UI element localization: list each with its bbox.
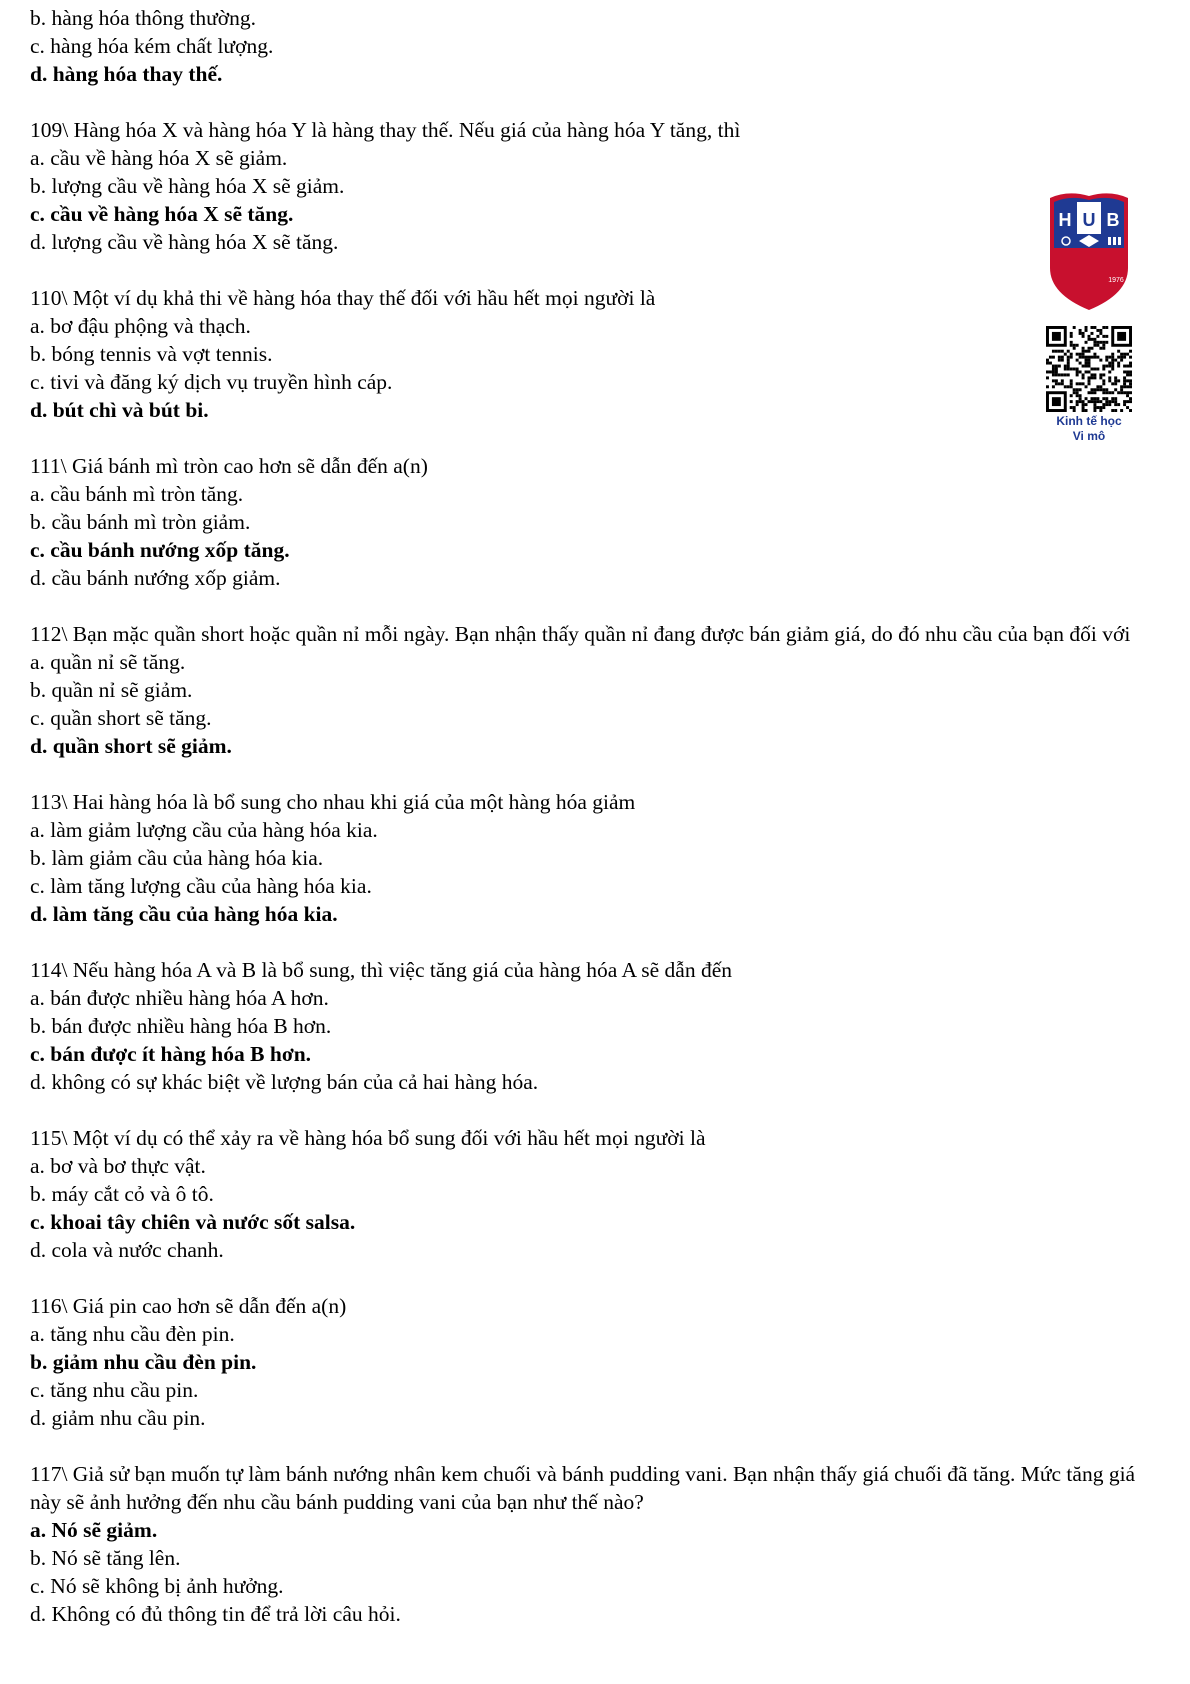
intro-option: c. hàng hóa kém chất lượng.: [30, 34, 274, 58]
answer-option: b. bóng tennis và vợt tennis.: [30, 342, 273, 366]
question-text: 112\ Bạn mặc quần short hoặc quần nỉ mỗi ngày. Bạn nhận thấy quần nỉ đang được bán giảm giá, do đó nhu cầu của bạn đối với: [30, 622, 1131, 646]
answer-option-correct: c. cầu bánh nướng xốp tăng.: [30, 538, 290, 562]
answer-option: d. giảm nhu cầu pin.: [30, 1406, 206, 1430]
question-text: 114\ Nếu hàng hóa A và B là bổ sung, thì việc tăng giá của hàng hóa A sẽ dẫn đến: [30, 958, 732, 982]
answer-option: a. cầu bánh mì tròn tăng.: [30, 482, 244, 506]
answer-option: d. lượng cầu về hàng hóa X sẽ tăng.: [30, 230, 339, 254]
logo-letter-h: H: [1058, 210, 1072, 230]
answer-option: c. làm tăng lượng cầu của hàng hóa kia.: [30, 874, 372, 898]
answer-option: b. cầu bánh mì tròn giảm.: [30, 510, 251, 534]
question-text: 115\ Một ví dụ có thể xảy ra về hàng hóa bổ sung đối với hầu hết mọi người là: [30, 1126, 706, 1150]
answer-option: b. quần nỉ sẽ giảm.: [30, 678, 193, 702]
answer-option-correct: d. quần short sẽ giảm.: [30, 734, 232, 758]
intro-option: b. hàng hóa thông thường.: [30, 6, 257, 30]
answer-option-correct: d. bút chì và bút bi.: [30, 398, 209, 422]
answer-option: b. lượng cầu về hàng hóa X sẽ giảm.: [30, 174, 345, 198]
answer-option-correct: b. giảm nhu cầu đèn pin.: [30, 1350, 257, 1374]
answer-option: d. Không có đủ thông tin để trả lời câu hỏi.: [30, 1602, 401, 1626]
answer-option: b. bán được nhiều hàng hóa B hơn.: [30, 1014, 332, 1038]
answer-option: c. tăng nhu cầu pin.: [30, 1378, 199, 1402]
question-text: 111\ Giá bánh mì tròn cao hơn sẽ dẫn đến a(n): [30, 454, 428, 478]
hub-logo: [1046, 190, 1132, 444]
spacer: [30, 1432, 1160, 1460]
logo-caption-line1: Kinh tế học: [1056, 414, 1122, 428]
spacer: [30, 88, 1160, 116]
question-text: 113\ Hai hàng hóa là bổ sung cho nhau khi giá của một hàng hóa giảm: [30, 790, 636, 814]
answer-option: a. quần nỉ sẽ tăng.: [30, 650, 186, 674]
answer-option-correct: a. Nó sẽ giảm.: [30, 1518, 158, 1542]
spacer: [30, 928, 1160, 956]
answer-option: b. làm giảm cầu của hàng hóa kia.: [30, 846, 324, 870]
spacer: [30, 424, 1160, 452]
question-text: 110\ Một ví dụ khả thi về hàng hóa thay thế đối với hầu hết mọi người là: [30, 286, 656, 310]
spacer: [30, 1096, 1160, 1124]
document-page: [30, 4, 1160, 1628]
answer-option: c. quần short sẽ tăng.: [30, 706, 212, 730]
spacer: [30, 1264, 1160, 1292]
answer-option: a. bơ và bơ thực vật.: [30, 1154, 206, 1178]
logo-caption: [1039, 414, 1139, 444]
spacer: [30, 592, 1160, 620]
answer-option: b. Nó sẽ tăng lên.: [30, 1546, 181, 1570]
qr-code-icon: [1046, 326, 1132, 412]
answer-option: a. bơ đậu phộng và thạch.: [30, 314, 251, 338]
answer-option-correct: c. cầu về hàng hóa X sẽ tăng.: [30, 202, 294, 226]
logo-year: 1976: [1108, 277, 1124, 284]
intro-option: d. hàng hóa thay thế.: [30, 62, 223, 86]
answer-option: a. bán được nhiều hàng hóa A hơn.: [30, 986, 329, 1010]
spacer: [30, 760, 1160, 788]
answer-option: d. cola và nước chanh.: [30, 1238, 224, 1262]
question-text: 116\ Giá pin cao hơn sẽ dẫn đến a(n): [30, 1294, 347, 1318]
logo-letter-b: B: [1106, 210, 1120, 230]
answer-option: d. cầu bánh nướng xốp giảm.: [30, 566, 281, 590]
answer-option: d. không có sự khác biệt về lượng bán của cả hai hàng hóa.: [30, 1070, 539, 1094]
logo-letter-u: U: [1082, 210, 1096, 230]
answer-option: a. làm giảm lượng cầu của hàng hóa kia.: [30, 818, 378, 842]
answer-option-correct: c. khoai tây chiên và nước sốt salsa.: [30, 1210, 356, 1234]
logo-caption-line2: Vi mô: [1072, 429, 1106, 443]
answer-option: a. tăng nhu cầu đèn pin.: [30, 1322, 235, 1346]
question-text: 109\ Hàng hóa X và hàng hóa Y là hàng thay thế. Nếu giá của hàng hóa Y tăng, thì: [30, 118, 741, 142]
answer-option-correct: d. làm tăng cầu của hàng hóa kia.: [30, 902, 338, 926]
hub-shield-icon: [1046, 190, 1132, 312]
spacer: [30, 256, 1160, 284]
answer-option: b. máy cắt cỏ và ô tô.: [30, 1182, 214, 1206]
answer-option: c. Nó sẽ không bị ảnh hưởng.: [30, 1574, 284, 1598]
answer-option-correct: c. bán được ít hàng hóa B hơn.: [30, 1042, 312, 1066]
answer-option: a. cầu về hàng hóa X sẽ giảm.: [30, 146, 288, 170]
answer-option: c. tivi và đăng ký dịch vụ truyền hình cáp.: [30, 370, 393, 394]
question-text: 117\ Giả sử bạn muốn tự làm bánh nướng nhân kem chuối và bánh pudding vani. Bạn nhận thấy giá chuối đã tăng. Mức tăng giá này sẽ ảnh hưởng đến nhu cầu bánh pudding vani của bạn như thế nào?: [30, 1462, 1136, 1514]
